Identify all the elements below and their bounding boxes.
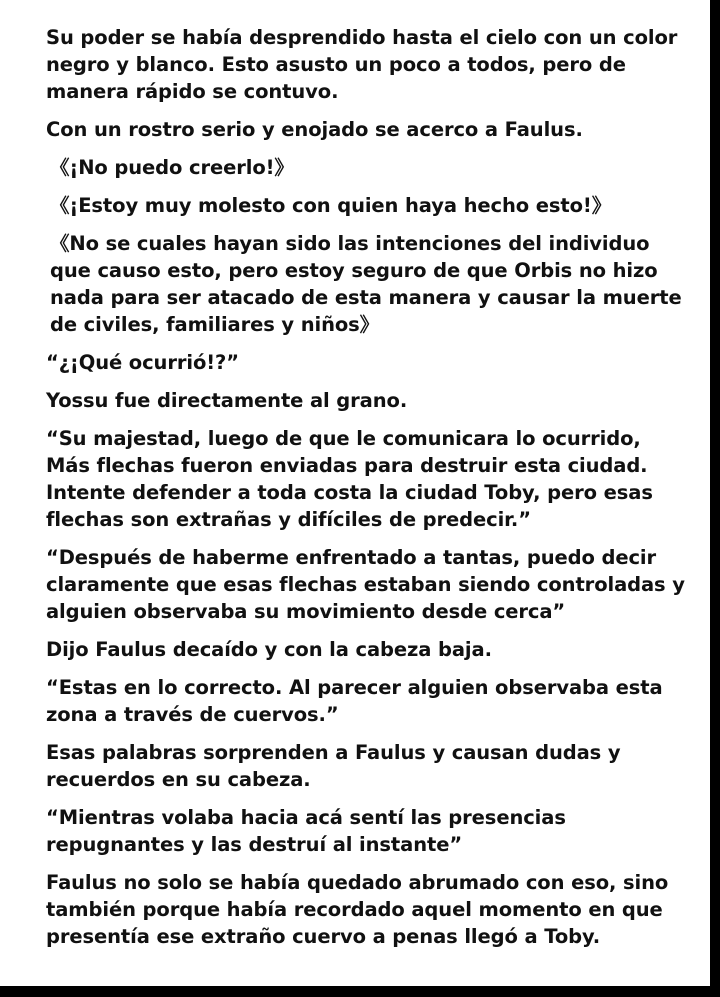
paragraph-4: 《¡Estoy muy molesto con quien haya hecho esto!》 (50, 194, 612, 217)
paragraph-12: Esas palabras sorprenden a Faulus y causan dudas y recuerdos en su cabeza. (46, 741, 621, 791)
paragraph-3: 《¡No puedo creerlo!》 (50, 156, 294, 179)
paragraph-7: Yossu fue directamente al grano. (46, 389, 408, 412)
paragraph-1: Su poder se había desprendido hasta el cielo con un color negro y blanco. Esto asusto un poco a todos, pero de manera rápido se contuvo. (46, 26, 678, 103)
paragraph-5: 《No se cuales hayan sido las intenciones del individuo que causo esto, pero estoy seguro de que Orbis no hizo nada para ser atacado de esta manera y causar la muerte de civiles, familiares y niños》 (50, 232, 682, 336)
paragraph-13: “Mientras volaba hacia acá sentí las presencias repugnantes y las destruí al instante” (46, 806, 566, 856)
paragraph-10: Dijo Faulus decaído y con la cabeza baja. (46, 638, 492, 661)
paragraph-2: Con un rostro serio y enojado se acerco a Faulus. (46, 118, 583, 141)
paragraph-14: Faulus no solo se había quedado abrumado con eso, sino también porque había recordado aquel momento en que presentía ese extraño cuervo a penas llegó a Toby. (46, 871, 669, 948)
paragraph-6: “¿¡Qué ocurrió!?” (46, 351, 239, 374)
paragraph-11: “Estas en lo correcto. Al parecer alguien observaba esta zona a través de cuervos.” (46, 676, 663, 726)
paragraph-8: “Su majestad, luego de que le comunicara lo ocurrido, Más flechas fueron enviadas para destruir esta ciudad. Intente defender a toda costa la ciudad Toby, pero esas flechas son extrañas y difíciles de predecir.” (46, 427, 653, 531)
paragraph-9: “Después de haberme enfrentado a tantas, puedo decir claramente que esas flechas estaban siendo controladas y alguien observaba su movimiento desde cerca” (46, 546, 685, 623)
